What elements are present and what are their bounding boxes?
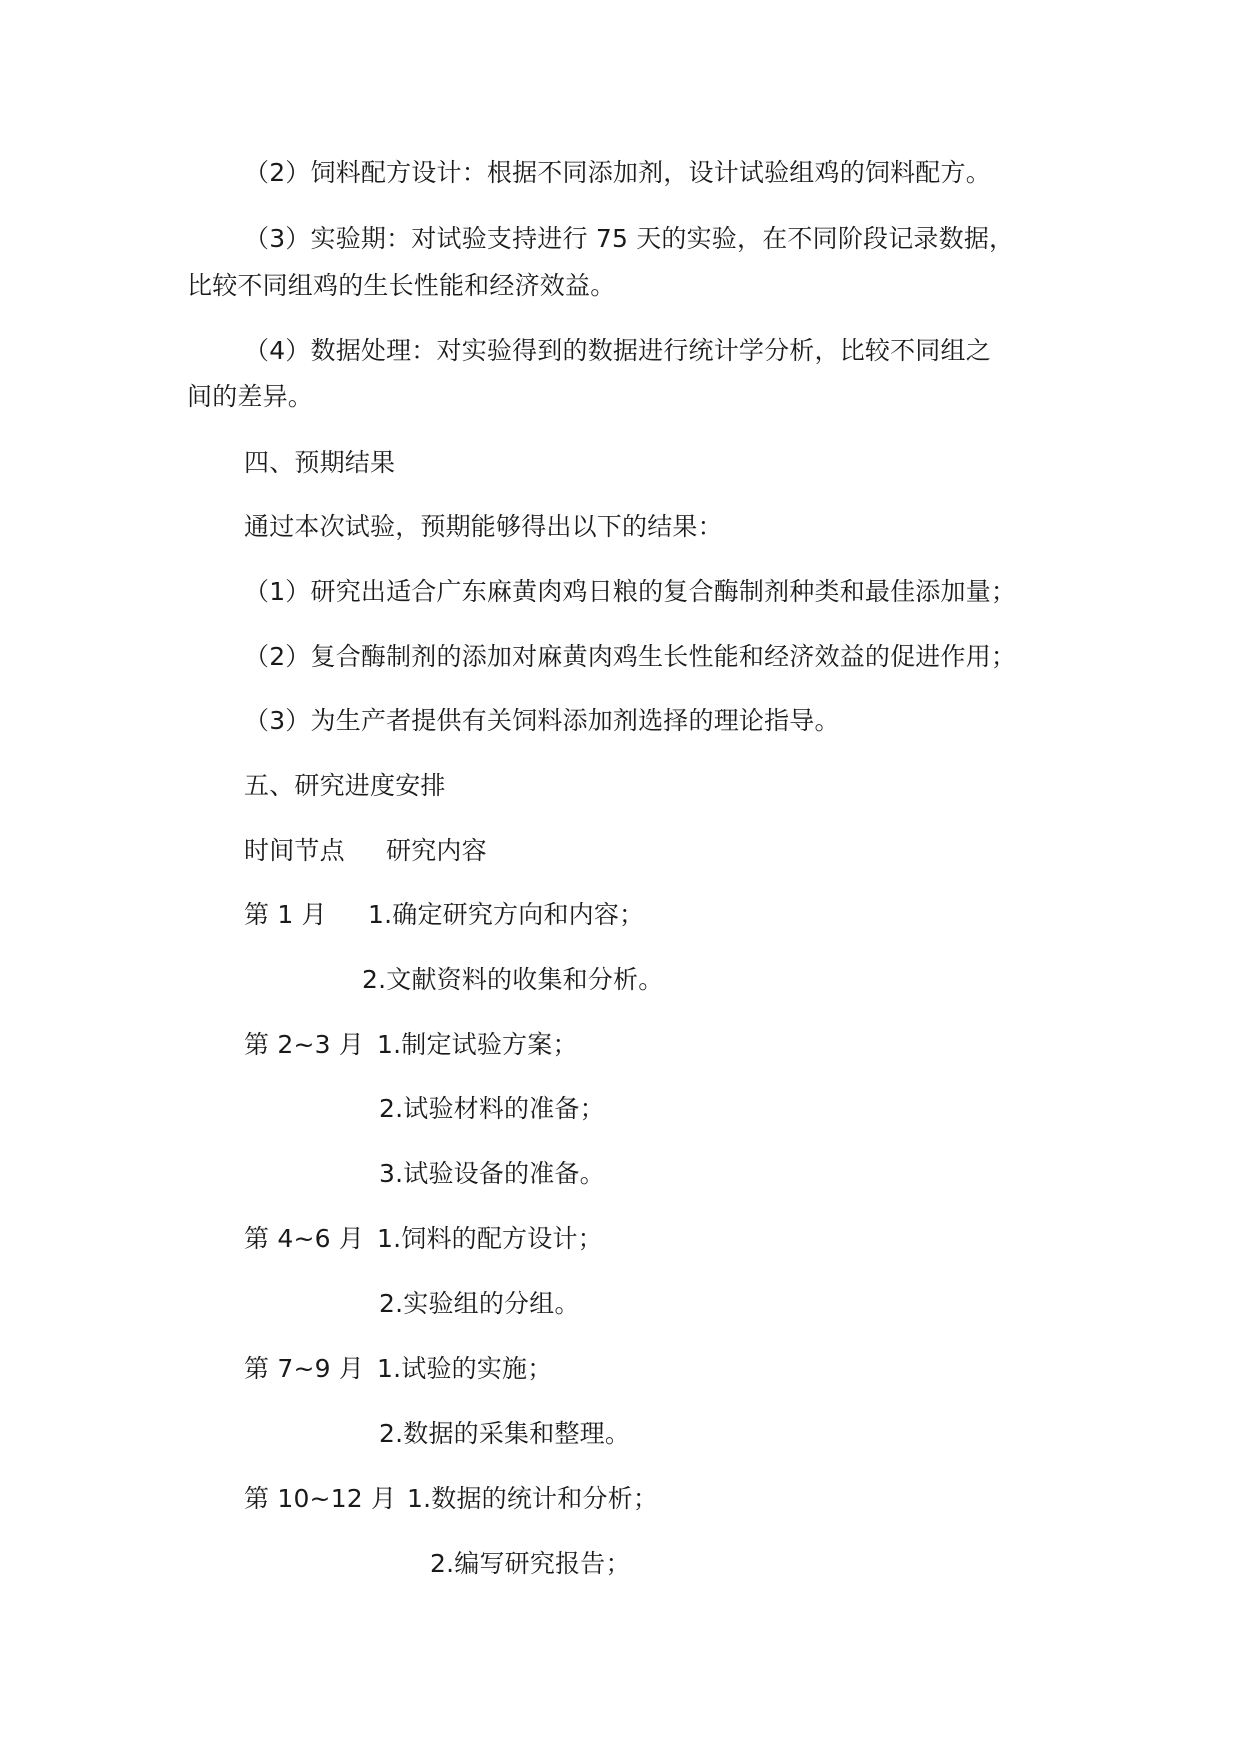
method-item-2: （2）饲料配方设计：根据不同添加剂，设计试验组鸡的饲料配方。 xyxy=(244,158,991,187)
schedule-task: 1.试验的实施； xyxy=(377,1354,553,1383)
schedule-task: 2.实验组的分组。 xyxy=(379,1289,580,1318)
schedule-task: 1.确定研究方向和内容； xyxy=(368,900,645,929)
expected-item-3: （3）为生产者提供有关饲料添加剂选择的理论指导。 xyxy=(244,706,840,735)
schedule-task: 3.试验设备的准备。 xyxy=(379,1159,605,1188)
schedule-task: 1.数据的统计和分析； xyxy=(407,1484,659,1513)
method-item-4-line1: （4）数据处理：对实验得到的数据进行统计学分析，比较不同组之 xyxy=(244,336,991,365)
schedule-header-time: 时间节点 xyxy=(244,836,345,865)
expected-item-2: （2）复合酶制剂的添加对麻黄肉鸡生长性能和经济效益的促进作用； xyxy=(244,642,1017,671)
schedule-period: 第 7~9 月 xyxy=(244,1354,365,1383)
schedule-task: 1.饲料的配方设计； xyxy=(377,1224,603,1253)
expected-item-1: （1）研究出适合广东麻黄肉鸡日粮的复合酶制剂种类和最佳添加量； xyxy=(244,577,1017,606)
schedule-period: 第 1 月 xyxy=(244,900,327,929)
method-item-3-line2: 比较不同组鸡的生长性能和经济效益。 xyxy=(187,271,616,300)
schedule-period: 第 2~3 月 xyxy=(244,1030,365,1059)
schedule-task: 1.制定试验方案； xyxy=(377,1030,578,1059)
schedule-task: 2.数据的采集和整理。 xyxy=(379,1419,631,1448)
schedule-period: 第 10~12 月 xyxy=(244,1484,397,1513)
schedule-task: 2.编写研究报告； xyxy=(430,1549,631,1578)
method-item-3-line1: （3）实验期：对试验支持进行 75 天的实验，在不同阶段记录数据， xyxy=(244,224,1015,253)
schedule-header-content: 研究内容 xyxy=(386,836,487,865)
section-heading-schedule: 五、研究进度安排 xyxy=(244,771,446,800)
method-item-4-line2: 间的差异。 xyxy=(187,382,314,411)
schedule-period: 第 4~6 月 xyxy=(244,1224,365,1253)
section-heading-expected: 四、预期结果 xyxy=(244,448,396,477)
expected-intro: 通过本次试验，预期能够得出以下的结果： xyxy=(244,512,723,541)
schedule-task: 2.文献资料的收集和分析。 xyxy=(362,965,664,994)
schedule-task: 2.试验材料的准备； xyxy=(379,1094,605,1123)
